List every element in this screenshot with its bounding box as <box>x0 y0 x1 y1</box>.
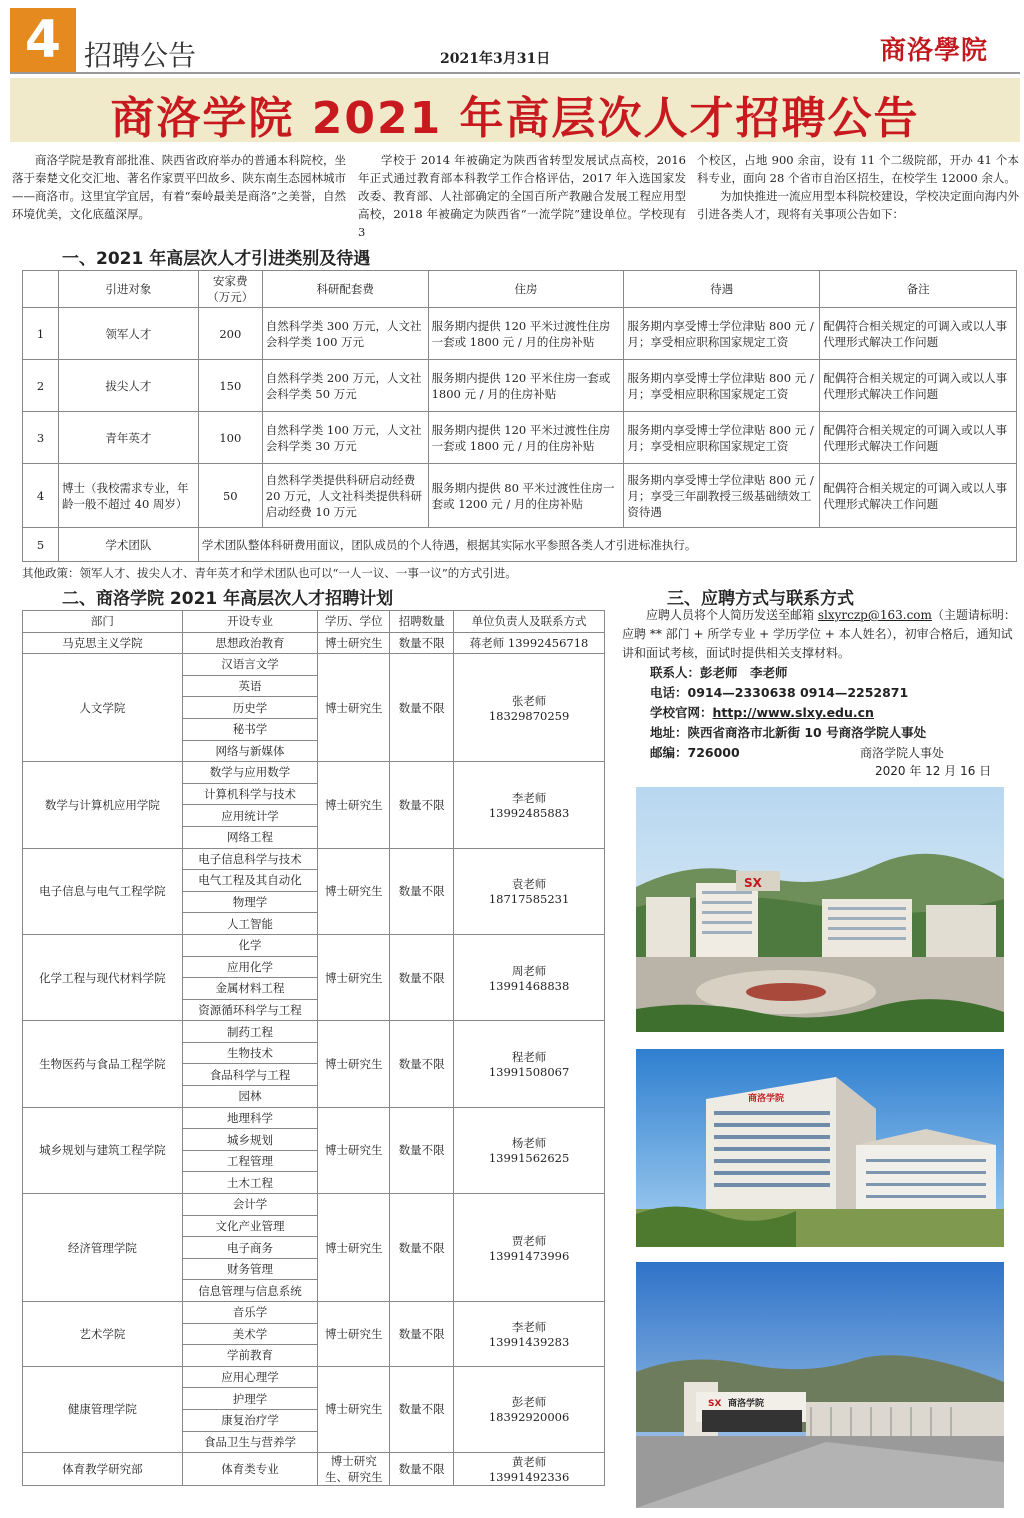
remark: 配偶符合相关规定的可调入或以人事代理形式解决工作问题 <box>820 412 1017 464</box>
contact-name: 程老师 <box>511 1049 547 1064</box>
table-row <box>23 1453 605 1486</box>
major-name: 网络与新媒体 <box>182 740 318 762</box>
degree-requirement: 博士研究生 <box>318 934 390 1020</box>
contact-phone: 18392920006 <box>488 1410 570 1425</box>
row-number: 1 <box>23 308 59 360</box>
remark: 配偶符合相关规定的可调入或以人事代理形式解决工作问题 <box>820 360 1017 412</box>
contact-phone: 13991562625 <box>488 1151 570 1166</box>
department-contact <box>454 1453 605 1486</box>
header-cell: 部门 <box>23 611 183 633</box>
major-name: 金属材料工程 <box>182 978 318 1000</box>
settling-fee: 100 <box>198 412 262 464</box>
quota: 数量不限 <box>390 1194 454 1302</box>
apply-text-after: （主题请标明：应聘 ** 部门 + 所学专业 + 学历学位 + 本人姓名），初审合格后，通知试讲和面试考核，面试时提供相关支撑材料。 <box>622 608 1016 660</box>
masthead-logo: 商洛學院 <box>880 36 989 66</box>
table-row <box>23 632 605 654</box>
major-name: 电气工程及其自动化 <box>182 870 318 892</box>
email-link[interactable]: slxyrczp@163.com <box>817 608 932 622</box>
major-name: 思想政治教育 <box>182 632 318 654</box>
intro-col-1: 商洛学院是教育部批准、陕西省政府举办的普通本科院校，坐落于秦楚文化交汇地、著名作家贾平凹故乡、陕东南生态园林城市——商洛市。这里宜学宜居，有着“秦岭最美是商洛”之美誉，自然环境优美，文化底蕴深厚。 <box>12 153 346 221</box>
degree-requirement: 博士研究生 <box>318 1302 390 1367</box>
header-cell: 招聘数量 <box>390 611 454 633</box>
research-fund: 自然科学类 300 万元，人文社会科学类 100 万元 <box>262 308 428 360</box>
major-name: 康复治疗学 <box>182 1409 318 1431</box>
major-name: 电子信息科学与技术 <box>182 848 318 870</box>
table-row <box>23 528 1017 562</box>
signature-org: 商洛学院人事处 <box>860 746 945 760</box>
gate-sign-text: 商洛学院 <box>728 1399 765 1409</box>
table-row <box>23 1107 605 1129</box>
benefits-table <box>22 270 1017 562</box>
benefit: 服务期内享受博士学位津贴 800 元 / 月；享受三年副教授三级基础绩效工资待遇 <box>624 464 820 528</box>
benefit: 服务期内享受博士学位津贴 800 元 / 月；享受相应职称国家规定工资 <box>624 308 820 360</box>
header-cell: 引进对象 <box>58 271 198 308</box>
major-name: 食品科学与工程 <box>182 1064 318 1086</box>
table-header-row <box>23 271 1017 308</box>
talent-type: 青年英才 <box>58 412 198 464</box>
page-title: 商洛学院 2021 年高层次人才招聘公告 <box>110 93 920 144</box>
degree-requirement: 博士研究生 <box>318 848 390 934</box>
degree-requirement: 博士研究生 <box>318 1194 390 1302</box>
table-row <box>23 464 1017 528</box>
building-sign-text: 商洛学院 <box>748 1094 785 1104</box>
header-cell <box>23 271 59 308</box>
major-name: 生物技术 <box>182 1042 318 1064</box>
row-number: 3 <box>23 412 59 464</box>
department-name: 健康管理学院 <box>23 1366 183 1452</box>
contact-block <box>622 606 1020 763</box>
major-name: 历史学 <box>182 697 318 719</box>
talent-type: 拔尖人才 <box>58 360 198 412</box>
building-sign-abbr: SX <box>744 876 762 890</box>
degree-requirement: 博士研究生 <box>318 632 390 654</box>
degree-requirement: 博士研究生、研究生 <box>318 1453 390 1486</box>
department-name: 电子信息与电气工程学院 <box>23 848 183 934</box>
department-contact <box>454 632 605 654</box>
page-number: 4 <box>10 8 76 72</box>
apply-instructions <box>622 606 1020 663</box>
table-row <box>23 308 1017 360</box>
contact-phone: 13991473996 <box>488 1248 570 1263</box>
address-line <box>622 723 1020 743</box>
intro-para-3: 个校区，占地 900 余亩，设有 11 个二级院部，开办 41 个本科专业，面向 28 个省市自治区招生，在校学生 12000 余人。 <box>697 153 1019 185</box>
major-name: 应用心理学 <box>182 1366 318 1388</box>
major-name: 工程管理 <box>182 1150 318 1172</box>
major-name: 信息管理与信息系统 <box>182 1280 318 1302</box>
intro-col-3 <box>697 151 1019 223</box>
housing: 服务期内提供 80 平米过渡性住房一套或 1200 元 / 月的住房补贴 <box>428 464 624 528</box>
major-name: 园林 <box>182 1086 318 1108</box>
table-header-row <box>23 611 605 633</box>
major-name: 化学 <box>182 934 318 956</box>
settling-fee: 150 <box>198 360 262 412</box>
table-row <box>23 360 1017 412</box>
contact-name: 李老师 <box>511 790 547 805</box>
major-name: 应用化学 <box>182 956 318 978</box>
contact-phone: 13992485883 <box>488 805 570 820</box>
contact-name: 蒋老师 13992456718 <box>469 635 589 650</box>
major-name: 物理学 <box>182 891 318 913</box>
settling-fee: 200 <box>198 308 262 360</box>
header-cell: 单位负责人及联系方式 <box>454 611 605 633</box>
major-name: 电子商务 <box>182 1237 318 1259</box>
department-name: 马克思主义学院 <box>23 632 183 654</box>
section3-title: 三、应聘方式与联系方式 <box>667 589 854 609</box>
table-row <box>23 412 1017 464</box>
header-cell: 学历、学位 <box>318 611 390 633</box>
contact-phone: 18329870259 <box>488 708 570 723</box>
department-name: 化学工程与现代材料学院 <box>23 934 183 1020</box>
degree-requirement: 博士研究生 <box>318 654 390 762</box>
major-name: 人工智能 <box>182 913 318 935</box>
contact-address: 地址：陕西省商洛市北新街 10 号商洛学院人事处 <box>650 725 927 740</box>
department-contact <box>454 654 605 762</box>
major-name: 英语 <box>182 675 318 697</box>
table-row <box>23 654 605 676</box>
housing: 服务期内提供 120 平米过渡性住房一套或 1800 元 / 月的住房补贴 <box>428 308 624 360</box>
contact-name: 李老师 <box>511 1319 547 1334</box>
contact-name: 彭老师 <box>511 1395 547 1410</box>
header-cell: 科研配套费 <box>262 271 428 308</box>
contact-name: 周老师 <box>511 963 547 978</box>
degree-requirement: 博士研究生 <box>318 762 390 848</box>
contact-people-line <box>622 663 1020 683</box>
major-name: 汉语言文学 <box>182 654 318 676</box>
department-contact <box>454 934 605 1020</box>
research-fund: 自然科学类提供科研启动经费 20 万元，人文社科类提供科研启动经费 10 万元 <box>262 464 428 528</box>
website-line <box>622 703 1020 723</box>
intro-para-4: 为加快推进一流应用型本科院校建设，学校决定面向海内外引进各类人才，现将有关事项公告如下： <box>697 189 1019 221</box>
contact-phone: 电话：0914—2330638 0914—2252871 <box>650 685 909 700</box>
housing: 服务期内提供 120 平米过渡性住房一套或 1800 元 / 月的住房补贴 <box>428 412 624 464</box>
remark: 配偶符合相关规定的可调入或以人事代理形式解决工作问题 <box>820 464 1017 528</box>
benefit: 服务期内享受博士学位津贴 800 元 / 月；享受相应职称国家规定工资 <box>624 360 820 412</box>
quota: 数量不限 <box>390 1366 454 1452</box>
major-name: 城乡规划 <box>182 1129 318 1151</box>
major-name: 食品卫生与营养学 <box>182 1431 318 1453</box>
table-row <box>23 1302 605 1324</box>
header-cell: 开设专业 <box>182 611 318 633</box>
row-number: 2 <box>23 360 59 412</box>
housing: 服务期内提供 120 平米住房一套或 1800 元 / 月的住房补贴 <box>428 360 624 412</box>
department-contact <box>454 1302 605 1367</box>
campus-photo-main-gate <box>636 1262 1004 1508</box>
section2-title: 二、商洛学院 2021 年高层次人才招聘计划 <box>62 589 394 609</box>
settling-fee: 50 <box>198 464 262 528</box>
header-cell: 安家费（万元） <box>198 271 262 308</box>
major-name: 财务管理 <box>182 1258 318 1280</box>
major-name: 会计学 <box>182 1194 318 1216</box>
major-name: 资源循环科学与工程 <box>182 999 318 1021</box>
website-link[interactable]: http://www.slxy.edu.cn <box>712 705 874 720</box>
major-name: 音乐学 <box>182 1302 318 1324</box>
quota: 数量不限 <box>390 1302 454 1367</box>
department-contact <box>454 762 605 848</box>
department-name: 经济管理学院 <box>23 1194 183 1302</box>
department-contact <box>454 1107 605 1193</box>
degree-requirement: 博士研究生 <box>318 1021 390 1107</box>
contact-name: 袁老师 <box>511 877 547 892</box>
table-row <box>23 762 605 784</box>
header-cell: 待遇 <box>624 271 820 308</box>
degree-requirement: 博士研究生 <box>318 1366 390 1452</box>
department-contact <box>454 1366 605 1452</box>
contact-name: 贾老师 <box>511 1233 547 1248</box>
department-name: 生物医药与食品工程学院 <box>23 1021 183 1107</box>
row-number: 4 <box>23 464 59 528</box>
department-name: 艺术学院 <box>23 1302 183 1367</box>
table-row <box>23 934 605 956</box>
header-rule <box>10 72 1020 74</box>
contact-phone: 13991468838 <box>488 978 570 993</box>
row-number: 5 <box>23 528 59 562</box>
major-name: 网络工程 <box>182 826 318 848</box>
contact-name: 杨老师 <box>511 1136 547 1151</box>
table-row <box>23 1021 605 1043</box>
contact-people: 联系人：彭老师 李老师 <box>650 665 788 680</box>
major-name: 美术学 <box>182 1323 318 1345</box>
team-policy: 学术团队整体科研费用面议，团队成员的个人待遇，根据其实际水平参照各类人才引进标准执行。 <box>198 528 1016 562</box>
quota: 数量不限 <box>390 934 454 1020</box>
gate-sign-abbr: SX <box>708 1399 722 1409</box>
major-name: 土木工程 <box>182 1172 318 1194</box>
contact-phone: 13991492336 <box>488 1470 570 1485</box>
major-name: 数学与应用数学 <box>182 762 318 784</box>
campus-photo-admin-building <box>636 1049 1004 1247</box>
intro-col-2: 学校于 2014 年被确定为陕西省转型发展试点高校，2016 年正式通过教育部本科教学工作合格评估，2017 年入选国家发改委、教育部、人社部确定的全国百所产教融合发展工程应用型高校，2018 年被确定为陕西省“一流学院”建设单位。学校现有 3 <box>358 153 686 239</box>
quota: 数量不限 <box>390 1107 454 1193</box>
table-row <box>23 1366 605 1388</box>
phone-line <box>622 683 1020 703</box>
quota: 数量不限 <box>390 632 454 654</box>
major-name: 应用统计学 <box>182 805 318 827</box>
recruitment-plan-table <box>22 610 605 1486</box>
postcode-line <box>622 743 1020 763</box>
department-contact <box>454 1194 605 1302</box>
section-label: 招聘公告 <box>84 39 197 72</box>
major-name: 地理科学 <box>182 1107 318 1129</box>
contact-phone: 13991508067 <box>488 1064 570 1079</box>
major-name: 学前教育 <box>182 1345 318 1367</box>
apply-text-before: 应聘人员将个人简历发送至邮箱 <box>646 608 815 622</box>
header-cell: 备注 <box>820 271 1017 308</box>
table-row <box>23 848 605 870</box>
major-name: 体育类专业 <box>182 1453 318 1486</box>
table-row <box>23 1194 605 1216</box>
degree-requirement: 博士研究生 <box>318 1107 390 1193</box>
quota: 数量不限 <box>390 1453 454 1486</box>
recruitment-plan-body <box>23 611 605 1486</box>
benefit: 服务期内享受博士学位津贴 800 元 / 月；享受相应职称国家规定工资 <box>624 412 820 464</box>
quota: 数量不限 <box>390 848 454 934</box>
quota: 数量不限 <box>390 1021 454 1107</box>
department-contact <box>454 1021 605 1107</box>
department-contact <box>454 848 605 934</box>
contact-phone: 18717585231 <box>488 892 570 907</box>
research-fund: 自然科学类 100 万元，人文社会科学类 30 万元 <box>262 412 428 464</box>
quota: 数量不限 <box>390 654 454 762</box>
issue-date: 2021年3月31日 <box>440 51 551 67</box>
contact-postcode: 邮编：726000 <box>650 745 740 760</box>
contact-phone: 13991439283 <box>488 1334 570 1349</box>
website-label: 学校官网： <box>650 705 713 720</box>
other-policy: 其他政策：领军人才、拔尖人才、青年英才和学术团队也可以“一人一议、一事一议”的方式引进。 <box>22 566 517 580</box>
talent-type: 领军人才 <box>58 308 198 360</box>
major-name: 制药工程 <box>182 1021 318 1043</box>
section1-title: 一、2021 年高层次人才引进类别及待遇 <box>62 249 371 269</box>
campus-photo-aerial <box>636 787 1004 1032</box>
signature-date: 2020 年 12 月 16 日 <box>875 764 992 778</box>
research-fund: 自然科学类 200 万元，人文社会科学类 50 万元 <box>262 360 428 412</box>
department-name: 数学与计算机应用学院 <box>23 762 183 848</box>
contact-name: 黄老师 <box>511 1455 547 1470</box>
quota: 数量不限 <box>390 762 454 848</box>
remark: 配偶符合相关规定的可调入或以人事代理形式解决工作问题 <box>820 308 1017 360</box>
major-name: 秘书学 <box>182 718 318 740</box>
major-name: 计算机科学与技术 <box>182 783 318 805</box>
talent-type: 博士（我校需求专业，年龄一般不超过 40 周岁） <box>58 464 198 528</box>
major-name: 护理学 <box>182 1388 318 1410</box>
contact-name: 张老师 <box>511 693 547 708</box>
major-name: 文化产业管理 <box>182 1215 318 1237</box>
department-name: 人文学院 <box>23 654 183 762</box>
department-name: 体育教学研究部 <box>23 1453 183 1486</box>
talent-type: 学术团队 <box>58 528 198 562</box>
header-cell: 住房 <box>428 271 624 308</box>
department-name: 城乡规划与建筑工程学院 <box>23 1107 183 1193</box>
